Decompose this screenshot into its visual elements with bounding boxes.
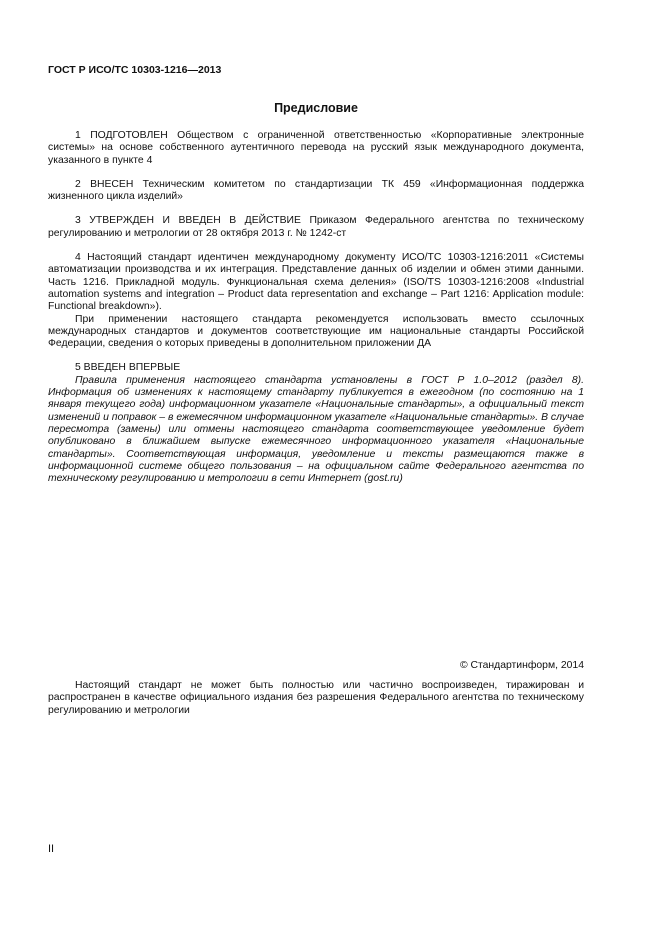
paragraph-4-note: При применении настоящего стандарта рекомендуется использовать вместо ссылочных международных стандартов и документов соответствующие им национальные стандарты Российской Федерации, сведения о которых приведены в дополнительном приложении ДА [48,313,584,350]
preface-title: Предисловие [274,101,358,115]
rights-notice: Настоящий стандарт не может быть полностью или частично воспроизведен, тиражирован и распространен в качестве официального издания без разрешения Федерального агентства по техническому регулированию и метрологии [48,680,584,716]
standard-header: ГОСТ Р ИСО/ТС 10303-1216—2013 [48,64,222,76]
page-number: II [48,843,55,855]
paragraph-4: 4 Настоящий стандарт идентичен международному документу ИСО/ТС 10303-1216:2011 «Системы автоматизации производства и их интеграция. Представление данных об изделии и обмен этими данными. Часть 1216. Прикладной модуль. Функциональная схема деления» (ISO/TS 10303-1216:2008 «Industrial automation systems and integration – Product data representation and exchange – Part 1216: Application module: Functional breakdown»). [48,252,584,313]
copyright-line: © Стандартинформ, 2014 [459,660,584,671]
preface-body [48,130,584,485]
paragraph-5: 5 ВВЕДЕН ВПЕРВЫЕ [75,362,181,374]
paragraph-1: 1 ПОДГОТОВЛЕН Обществом с ограниченной ответственностью «Корпоративные электронные системы» на основе собственного аутентичного перевода на русский язык международного документа, указанного в пункте 4 [48,130,584,166]
paragraph-3: 3 УТВЕРЖДЕН И ВВЕДЕН В ДЕЙСТВИЕ Приказом Федерального агентства по техническому регулированию и метрологии от 28 октября 2013 г. № 1242-ст [48,215,584,239]
paragraph-5-rules: Правила применения настоящего стандарта установлены в ГОСТ Р 1.0–2012 (раздел 8). Информация об изменениях к настоящему стандарту публикуется в ежегодном (по состоянию на 1 января текущего года) информационном указателе «Национальные стандарты», а официальный текст изменений и поправок – в ежемесячном информационном указателе «Национальные стандарты». В случае пересмотра (замены) или отмены настоящего стандарта соответствующее уведомление будет опубликовано в ближайшем выпуске ежемесячного информационного указателя «Национальные стандарты». Соответствующая информация, уведомление и тексты размещаются также в информационной системе общего пользования – на официальном сайте Федерального агентства по техническому регулированию и метрологии в сети Интернет (gost.ru) [48,374,584,485]
paragraph-2: 2 ВНЕСЕН Техническим комитетом по стандартизации ТК 459 «Информационная поддержка жизненного цикла изделий» [48,178,584,203]
